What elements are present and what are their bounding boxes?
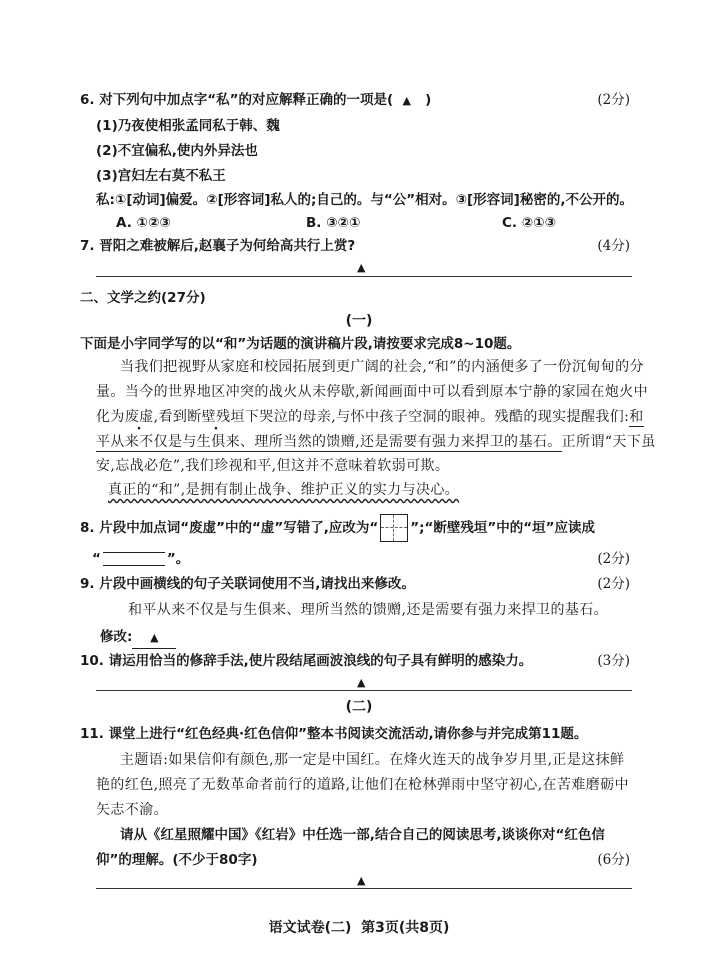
q11-theme-line: 矢志不渝。: [96, 802, 168, 818]
pinyin-blank[interactable]: [103, 552, 165, 566]
q9-revise: 修改: ▲: [100, 627, 176, 649]
q9-stem: 9. 片段中画横线的句子关联词使用不当,请找出来修改。: [80, 576, 415, 592]
q8-score: (2分): [597, 551, 630, 567]
q8-pinyin-blank: “ ”。: [92, 551, 190, 567]
answer-line: [96, 888, 632, 889]
part-1-title: (一): [345, 313, 373, 329]
q6-option-a: A. ①②③: [116, 215, 171, 231]
answer-triangle-icon: ▲: [357, 261, 366, 274]
q6-stem: 6. 对下列句中加点字“私”的对应解释正确的一项是( ▲ ): [80, 92, 432, 108]
section-title: 二、文学之约(27分): [80, 290, 206, 306]
answer-triangle-icon: ▲: [357, 676, 366, 689]
dotted-word: 断壁残垣: [187, 409, 245, 425]
q10-score: (3分): [597, 653, 630, 669]
passage-line: 化为废虚,看到断壁残垣下哭泣的母亲,与怀中孩子空洞的眼神。残酷的现实提醒我们:和: [96, 409, 644, 425]
q6-option-b: B. ③②①: [306, 215, 361, 231]
passage-line: 量。当今的世界地区冲突的战火从未停歇,新闻画面中可以看到原本宁静的家园在炮火中: [96, 384, 649, 400]
q7-score: (4分): [597, 238, 630, 254]
q6-option-c: C. ②①③: [502, 215, 557, 231]
passage-line: 平从来不仅是与生俱来、理所当然的馈赠,还是需要有强力来捍卫的基石。正所谓“天下虽: [96, 434, 656, 450]
dotted-word: 废虚: [124, 409, 154, 425]
wavy-sentence: 真正的“和”,是拥有制止战争、维护正义的实力与决心。: [108, 482, 460, 498]
underlined-sentence: 和: [629, 409, 644, 425]
passage-line: 安,忘战必危”,我们珍视和平,但这并不意味着软弱可欺。: [96, 458, 450, 474]
q11-score: (6分): [597, 852, 630, 868]
answer-triangle-icon: ▲: [357, 874, 366, 887]
answer-grid-box[interactable]: [380, 514, 408, 542]
q11-stem: 11. 课堂上进行“红色经典·红色信仰”整本书阅读交流活动,请你参与并完成第11题。: [80, 726, 588, 742]
answer-triangle-icon: ▲: [132, 628, 176, 649]
q9-quote: 和平从来不仅是与生俱来、理所当然的馈赠,还是需要有强力来捍卫的基石。: [128, 602, 609, 618]
q8-stem: 8. 片段中加点词“废虚”中的“虚”写错了,应改为“ ”;“断壁残垣”中的“垣”应读成: [80, 514, 595, 542]
part-2-title: (二): [345, 699, 373, 715]
answer-line: [96, 690, 632, 691]
passage-line: 当我们把视野从家庭和校园拓展到更广阔的社会,“和”的内涵便多了一份沉甸甸的分: [120, 359, 644, 375]
q11-request: 仰”的理解。(不少于80字): [96, 852, 258, 868]
q6-score: (2分): [597, 92, 630, 108]
underlined-sentence: 平从来不仅是与生俱来、理所当然的馈赠,还是需要有强力来捍卫的基石。: [96, 434, 562, 450]
q11-theme-line: 艳的红色,照亮了无数革命者前行的道路,让他们在枪林弹雨中坚守初心,在苦难磨砺中: [96, 777, 629, 793]
q7-stem: 7. 晋阳之难被解后,赵襄子为何给高共行上赏?: [80, 238, 356, 254]
q6-sentence-1: (1)乃夜使相张孟同私于韩、魏: [96, 118, 280, 134]
q11-request: 请从《红星照耀中国》《红岩》中任选一部,结合自己的阅读思考,谈谈你对“红色信: [120, 827, 605, 843]
q6-sentence-3: (3)宫妇左右莫不私王: [96, 168, 226, 184]
q9-score: (2分): [597, 576, 630, 592]
q6-sentence-2: (2)不宜偏私,使内外异法也: [96, 143, 258, 159]
answer-triangle-icon: ▲: [402, 94, 412, 107]
answer-line: [96, 276, 632, 277]
q10-stem: 10. 请运用恰当的修辞手法,使片段结尾画波浪线的句子具有鲜明的感染力。: [80, 653, 533, 669]
q6-definitions: 私:①[动词]偏爱。②[形容词]私人的;自己的。与“公”相对。③[形容词]秘密的,不公开的。: [96, 192, 633, 208]
passage-intro: 下面是小宇同学写的以“和”为话题的演讲稿片段,请按要求完成8~10题。: [80, 336, 521, 352]
page-footer: 语文试卷(二) 第3页(共8页): [268, 920, 450, 936]
q11-theme-line: 主题语:如果信仰有颜色,那一定是中国红。在烽火连天的战争岁月里,正是这抹鲜: [120, 752, 625, 768]
